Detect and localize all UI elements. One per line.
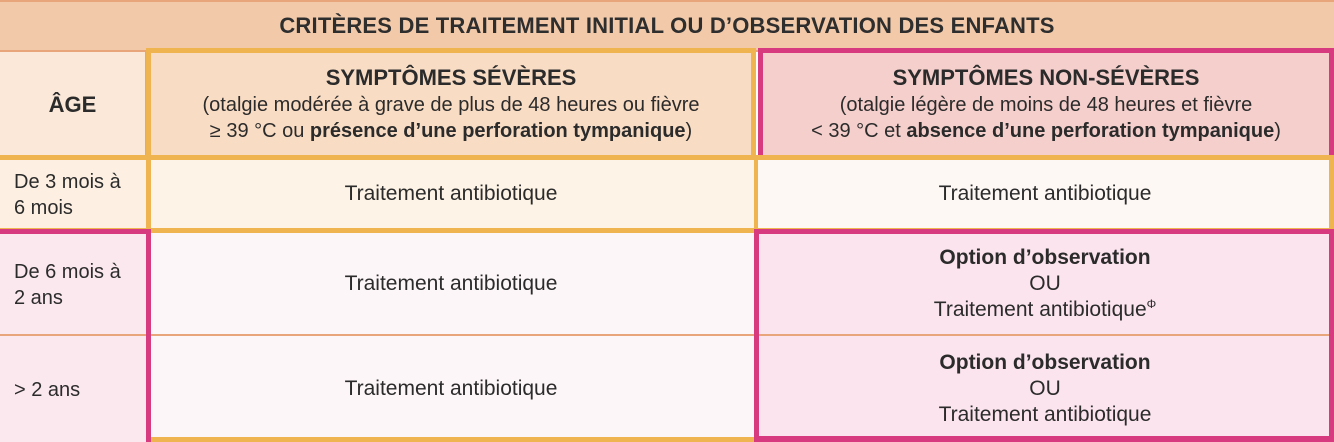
nonsevere-header-desc-line2 [811,118,1281,144]
treatment-text: Traitement antibiotique [938,403,1152,426]
cell-text: Traitement antibiotique [344,272,558,295]
nonsevere-header-desc-line1: (otalgie légère de moins de 48 heures et fièvre [839,94,1253,116]
cell-text: Traitement antibiotique [344,377,558,400]
severe-header-desc-plain: ≥ 39 °C ou [209,120,310,142]
age-line: De 6 mois à [14,261,121,283]
row1-frame [0,155,1334,233]
observation-option: Option d’observation [939,351,1151,374]
nonsevere-observation-frame [754,229,1334,442]
age-line: > 2 ans [14,379,81,401]
nonsevere-header-desc-bold: absence d’une perforation tympanique [906,120,1275,142]
treatment-text: Traitement antibiotique [933,298,1147,321]
severe-header-desc-line1: (otalgie modérée à grave de plus de 48 heures ou fièvre [202,94,700,116]
nonsevere-symptoms-header [758,48,1334,160]
age-header [0,52,146,158]
severe-header-desc-line2 [210,118,692,144]
observation-option: Option d’observation [939,246,1151,269]
severe-symptoms-header [146,48,756,160]
cell-text: Traitement antibiotique [344,182,558,205]
nonsevere-header-desc-end: ) [1274,120,1281,142]
nonsevere-header-title: SYMPTÔMES NON-SÉVÈRES [892,65,1200,90]
table-title-bar [0,0,1334,52]
nonsevere-header-desc-plain: < 39 °C et [811,120,907,142]
or-label: OU [1029,377,1061,400]
or-label: OU [1029,272,1061,295]
severe-header-desc-end: ) [685,120,693,142]
age-line: De 3 mois à [14,171,121,193]
age-header-label: ÂGE [48,92,97,117]
age-line: 2 ans [14,287,63,309]
severe-header-desc-bold: présence d’une perforation tympanique [309,120,686,142]
age-line: 6 mois [14,197,73,219]
footnote-marker: Φ [1146,297,1157,311]
severe-header-title: SYMPTÔMES SÉVÈRES [325,65,577,90]
table-title: CRITÈRES DE TRAITEMENT INITIAL OU D’OBSERVATION DES ENFANTS [279,13,1055,38]
age-rows-frame [0,229,151,442]
cell-text: Traitement antibiotique [938,182,1152,205]
